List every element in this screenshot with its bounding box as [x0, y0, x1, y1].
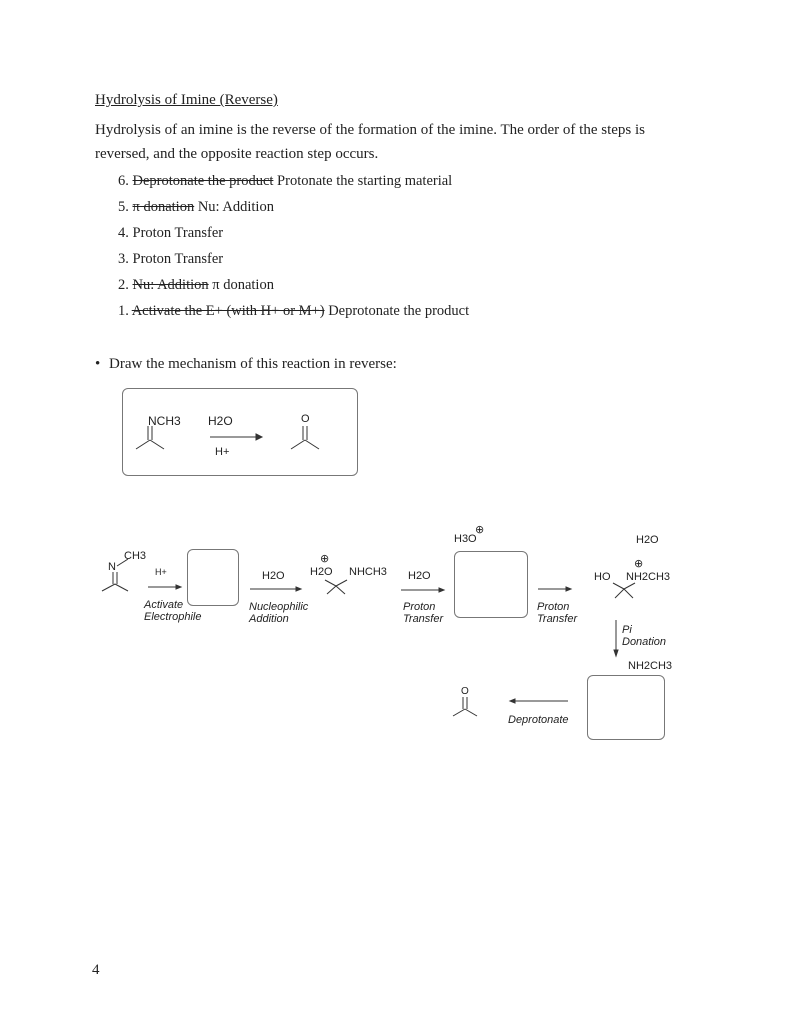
- step-item: 5. π donation Nu: Addition: [118, 199, 274, 215]
- replacement-step: Deprotonate the product: [328, 303, 470, 319]
- bond-line: [624, 583, 635, 589]
- step4-label: Proton Transfer: [537, 601, 578, 625]
- overview-reagent-bottom: H+: [215, 446, 230, 458]
- overview-product-label: O: [301, 413, 310, 425]
- step3-reagent: H2O: [408, 570, 431, 582]
- arrow-head: [176, 585, 181, 589]
- int2-left-group: HO: [594, 571, 611, 583]
- overview-reactant-label: NCH3: [148, 414, 181, 428]
- bullet-instruction: • Draw the mechanism of this reaction in reverse:: [95, 356, 397, 372]
- replacement-step: Proton Transfer: [132, 225, 224, 241]
- arrow-head: [566, 587, 571, 591]
- bullet-dot: •: [95, 356, 101, 372]
- bond-line: [465, 709, 477, 716]
- start-methyl: CH3: [124, 550, 147, 562]
- int1-right-group: NHCH3: [349, 566, 387, 578]
- bond-line: [624, 589, 633, 598]
- step-item: 4. Proton Transfer: [118, 225, 224, 241]
- arrow-head: [439, 588, 444, 592]
- step2-reagent: H2O: [262, 570, 285, 582]
- bond-line: [291, 440, 305, 449]
- step-item: 2. Nu: Addition π donation: [118, 277, 274, 293]
- int1-charge: ⊕: [320, 553, 330, 565]
- struck-step: Nu: Addition: [132, 277, 209, 293]
- step6-label: Deprotonate: [508, 714, 569, 726]
- step1-label: Activate Electrophile: [144, 599, 202, 623]
- arrow-head: [614, 650, 618, 656]
- arrow-head: [510, 699, 515, 703]
- int2-charge: ⊕: [634, 558, 644, 570]
- page-number: 4: [92, 962, 100, 978]
- int2-right-group: NH2CH3: [626, 571, 671, 583]
- hydronium-charge: ⊕: [475, 524, 485, 536]
- bond-line: [336, 586, 345, 594]
- struck-step: π donation: [132, 199, 195, 215]
- struck-step: Activate the E+ (with H+ or M+): [131, 303, 325, 319]
- replacement-step: Protonate the starting material: [277, 173, 453, 189]
- bond-line: [336, 580, 347, 586]
- step2-label: Nucleophilic Addition: [249, 601, 309, 625]
- bond-line: [325, 580, 336, 586]
- final-oxygen: O: [461, 686, 469, 697]
- bond-line: [613, 583, 624, 589]
- step1-reagent: H+: [155, 567, 167, 577]
- bond-line: [136, 440, 150, 449]
- step5-byproduct: NH2CH3: [628, 660, 673, 672]
- step5-label: Pi Donation: [622, 624, 667, 648]
- step-item: 1. Activate the E+ (with H+ or M+) Deprotonate the product: [118, 303, 470, 319]
- step3-label: Proton Transfer: [403, 601, 444, 625]
- struck-step: Deprotonate the product: [132, 173, 274, 189]
- bond-line: [615, 589, 624, 598]
- step-item: 3. Proton Transfer: [118, 251, 224, 267]
- replacement-step: Nu: Addition: [197, 199, 274, 215]
- bond-line: [102, 584, 115, 591]
- replacement-step: π donation: [212, 277, 274, 293]
- page-title: Hydrolysis of Imine (Reverse): [95, 92, 278, 108]
- bond-line: [115, 584, 128, 591]
- arrow-head: [296, 587, 301, 591]
- intro-paragraph: Hydrolysis of an imine is the reverse of the formation of the imine. The order of the steps is reversed, and the opposite reaction step occurs.: [95, 122, 646, 162]
- bond-line: [327, 586, 336, 594]
- int2-top-water: H2O: [636, 534, 659, 546]
- int1-left-group: H2O: [310, 566, 333, 578]
- hydronium-label: H3O: [454, 533, 477, 545]
- step-item: 6. Deprotonate the product Protonate the starting material: [118, 173, 453, 189]
- replacement-step: Proton Transfer: [132, 251, 224, 267]
- bond-line: [453, 709, 465, 716]
- bond-line: [150, 440, 164, 449]
- overview-reagent-top: H2O: [208, 414, 233, 428]
- arrow-head: [256, 434, 262, 440]
- bond-line: [305, 440, 319, 449]
- start-nitrogen: N: [108, 561, 116, 573]
